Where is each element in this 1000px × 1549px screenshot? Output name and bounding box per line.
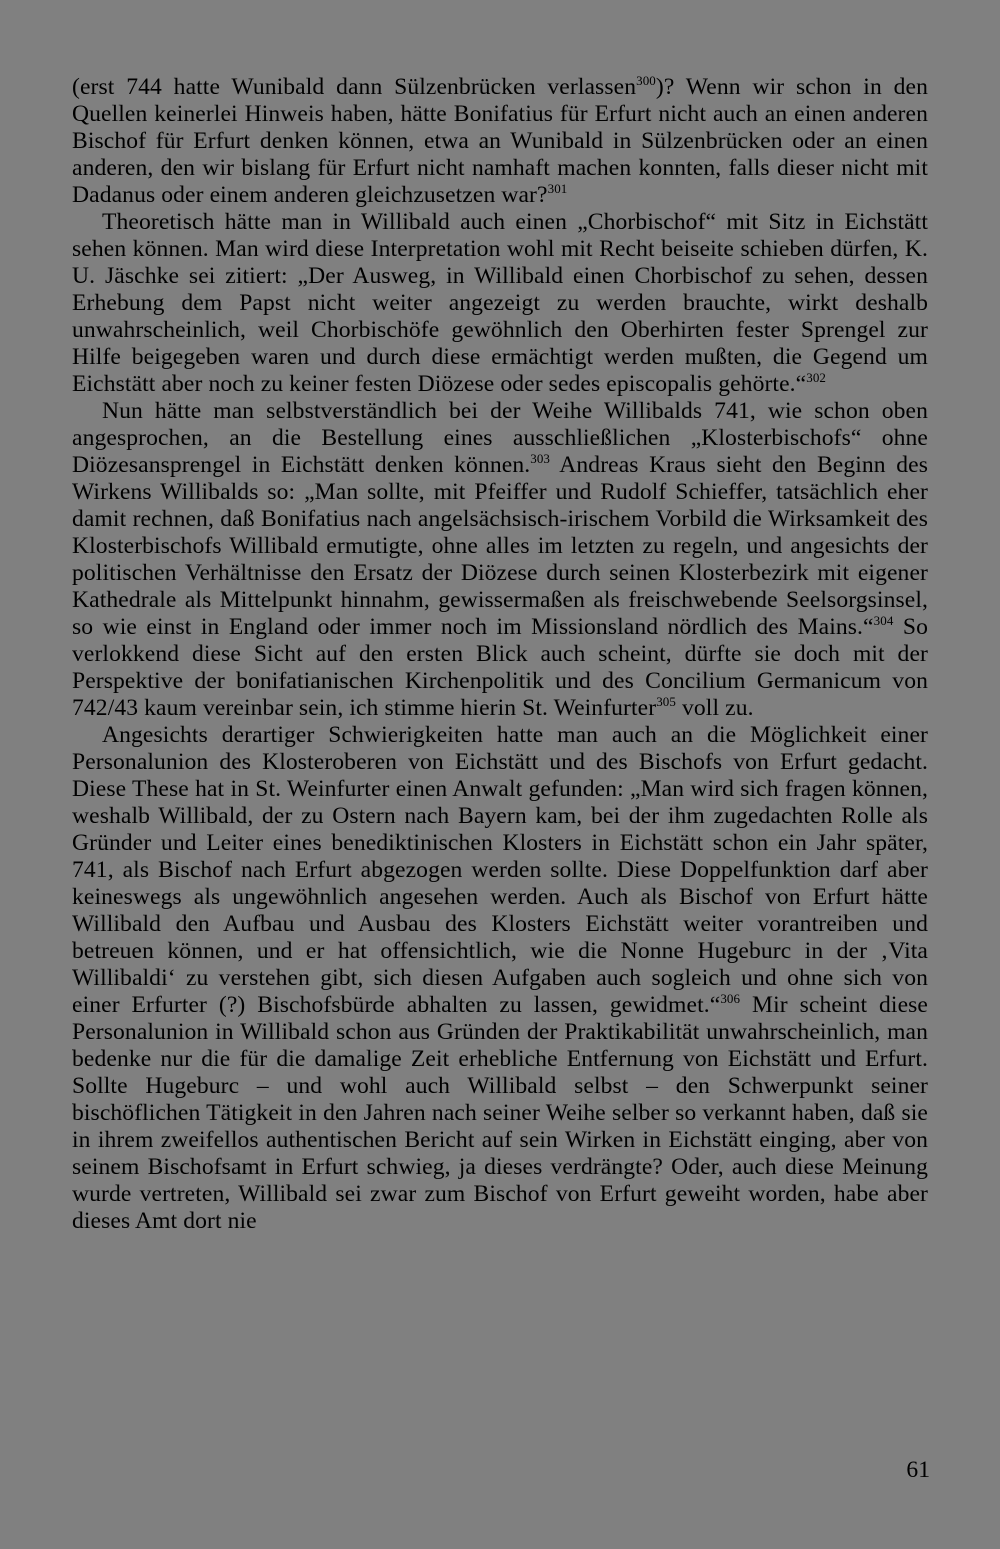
text-run: )? Wenn wir schon in den Quellen keinerlei Hinweis haben, hätte Bonifatius für Erfurt nicht auch an einen anderen Bischof für Erfurt denken können, etwa an Wunibald in Sülzenbrücken oder an einen anderen, den wir bislang für Erfurt nicht namhaft machen konnten, falls dieser nicht mit Dadanus oder einem anderen gleichzusetzen war? [72, 74, 929, 208]
footnote-marker: 300 [636, 73, 656, 88]
document-page [72, 74, 928, 1235]
footnote-marker: 303 [530, 451, 551, 466]
text-run: So verlokkend diese Sicht auf den ersten Blick auch scheint, dürfte sie doch mit der Perspektive der bonifatianischen Kirchenpolitik und des Concilium Germanicum von 742/43 kaum vereinbar sein, ich stimme hierin St. Weinfurter [72, 614, 928, 721]
paragraph [72, 74, 928, 209]
text-run: Theoretisch hätte man in Willibald auch einen „Chorbischof“ mit Sitz in Eichstätt sehen können. Man wird diese Interpretation wohl mit Recht beiseite schieben dürfen, K. U. Jäschke sei zitiert: „Der Ausweg, in Willibald einen Chorbischof zu sehen, dessen Erhebung dem Papst nicht weiter angezeigt zu werden brauchte, wirkt deshalb unwahrscheinlich, weil Chorbischöfe gewöhnlich den Oberhirten fester Sprengel zur Hilfe beigegeben waren und durch diese ermächtigt werden mußten, die Gegend um Eichstätt aber noch zu keiner festen Diözese oder sedes episcopalis gehörte.“ [72, 209, 928, 397]
body-text [72, 74, 928, 1235]
footnote-marker: 306 [720, 991, 741, 1006]
paragraph [72, 722, 928, 1235]
paragraph [72, 209, 928, 398]
text-run: Andreas Kraus sieht den Beginn des Wirkens Willibalds so: „Man sollte, mit Pfeiffer und Rudolf Schieffer, tatsächlich eher damit rechnen, daß Bonifatius nach angelsächsisch-irischem Vorbild die Wirksamkeit des Klosterbischofs Willibald ermutigte, ohne alles im letzten zu regeln, und angesichts der politischen Verhältnisse den Ersatz der Diözese durch seinen Klosterbezirk mit eigener Kathedrale als Mittelpunkt hinnahm, gewissermaßen als freischwebende Seelsorgsinsel, so wie einst in England oder immer noch im Missionsland nördlich des Mains.“ [72, 452, 928, 640]
footnote-marker: 302 [806, 370, 827, 385]
text-run: voll zu. [676, 695, 754, 721]
text-run: Angesichts derartiger Schwierigkeiten hatte man auch an die Möglichkeit einer Personalunion des Klosteroberen von Eichstätt und des Bischofs von Erfurt gedacht. Diese These hat in St. Weinfurter einen Anwalt gefunden: „Man wird sich fragen können, weshalb Willibald, der zu Ostern nach Bayern kam, bei der ihm zugedachten Rolle als Gründer und Leiter eines benediktinischen Klosters in Eichstätt schon ein Jahr später, 741, als Bischof nach Erfurt abgezogen werden sollte. Diese Doppelfunktion darf aber keineswegs als ungewöhnlich angesehen werden. Auch als Bischof von Erfurt hätte Willibald den Aufbau und Ausbau des Klosters Eichstätt weiter vorantreiben und betreuen können, und er hat offensichtlich, wie die Nonne Hugeburc in der ‚Vita Willibaldi‘ zu verstehen gibt, sich diesen Aufgaben auch sogleich und ohne sich von einer Erfurter (?) Bischofsbürde abhalten zu lassen, gewidmet.“ [72, 722, 928, 1018]
footnote-marker: 301 [547, 181, 568, 196]
text-run: Mir scheint diese Personalunion in Willibald schon aus Gründen der Praktikabilität unwahrscheinlich, man bedenke nur die für die damalige Zeit erhebliche Entfernung von Eichstätt und Erfurt. Sollte Hugeburc – und wohl auch Willibald selbst – den Schwerpunkt seiner bischöflichen Tätigkeit in den Jahren nach seiner Weihe selber so verkannt haben, daß sie in ihrem zweifellos authentischen Bericht auf sein Wirken in Eichstätt einging, aber von seinem Bischofsamt in Erfurt schwieg, ja dieses verdrängte? Oder, auch diese Meinung wurde vertreten, Willibald sei zwar zum Bischof von Erfurt geweiht worden, habe aber dieses Amt dort nie [72, 992, 928, 1234]
footnote-marker: 305 [656, 694, 677, 709]
text-run: Nun hätte man selbstverständlich bei der Weihe Willibalds 741, wie schon oben angesprochen, an die Bestellung eines ausschließlichen „Klosterbischofs“ ohne Diözesansprengel in Eichstätt denken können. [72, 398, 928, 478]
text-run: (erst 744 hatte Wunibald dann Sülzenbrücken verlassen [72, 74, 637, 100]
page-number: 61 [906, 1457, 930, 1483]
paragraph [72, 398, 928, 722]
footnote-marker: 304 [873, 613, 894, 628]
